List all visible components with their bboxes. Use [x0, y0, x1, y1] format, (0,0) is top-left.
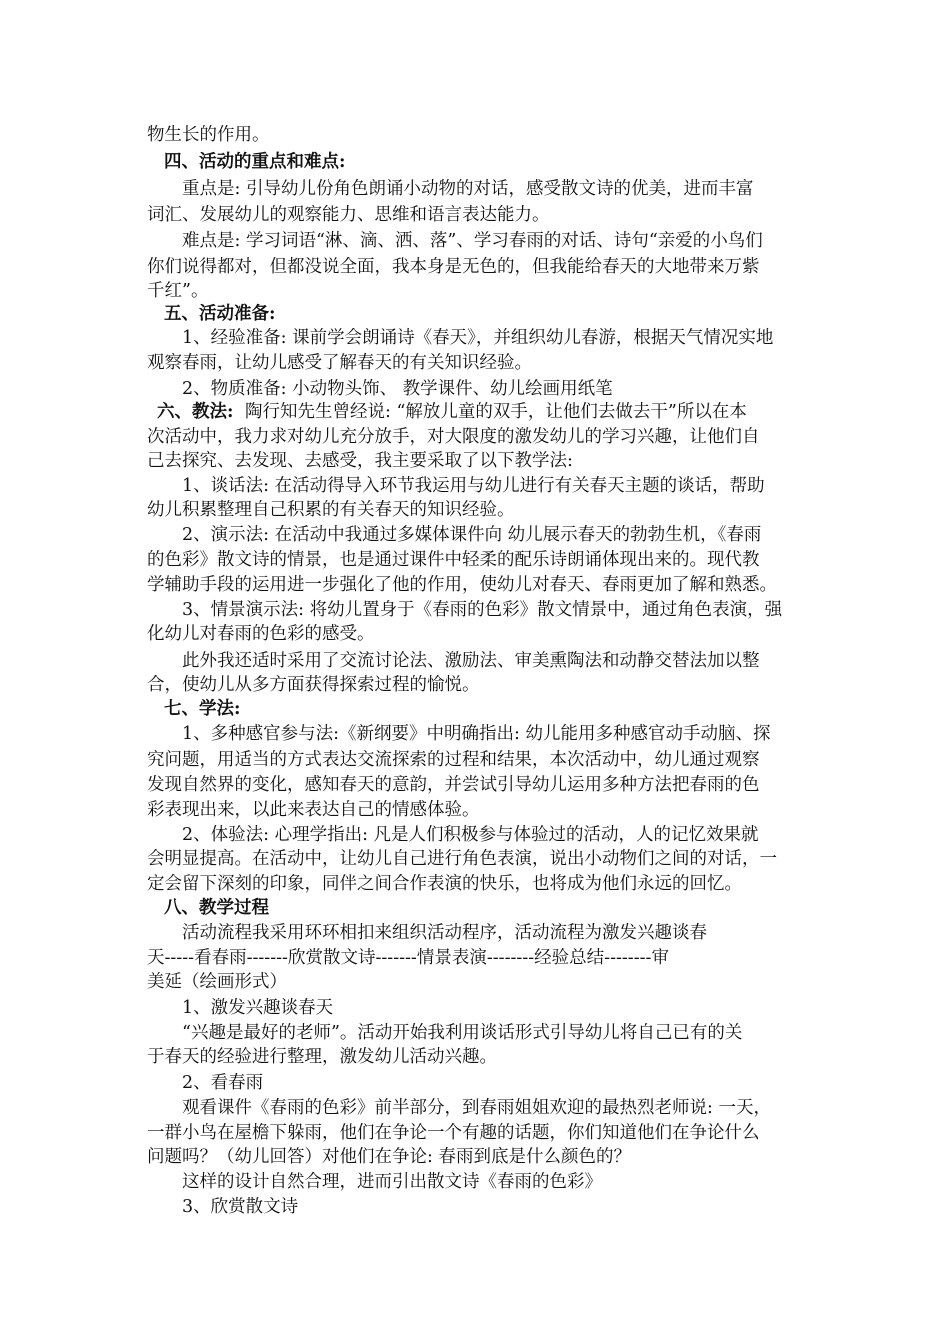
text-line: 会明显提高。在活动中，让幼儿自己进行角色表演，说出小动物们之间的对话，一	[147, 849, 777, 869]
section-heading: 七、学法:	[164, 699, 241, 719]
text-line: 于春天的经验进行整理，激发幼儿活动兴趣。	[147, 1047, 497, 1067]
text-line: 3、情景演示法: 将幼儿置身于《春雨的色彩》散文情景中，通过角色表演，强	[182, 600, 783, 620]
text-line: 天-----看春雨-------欣赏散文诗-------情景表演--------经验总结--------审	[147, 948, 669, 968]
text-line: 1、激发兴趣谈春天	[182, 998, 334, 1018]
text-line: 美延（绘画形式）	[147, 972, 287, 992]
text-line: 的色彩》散文诗的情景，也是通过课件中轻柔的配乐诗朗诵体现出来的。现代教	[147, 550, 760, 570]
text-line: 2、看春雨	[182, 1073, 264, 1093]
text-line: 重点是: 引导幼儿份角色朗诵小动物的对话，感受散文诗的优美，进而丰富	[182, 179, 754, 199]
text-line: 物生长的作用。	[147, 125, 270, 145]
text-line: 问题吗？（幼儿回答）对他们在争论: 春雨到底是什么颜色的？	[147, 1147, 631, 1167]
text-line: 3、欣赏散文诗	[182, 1197, 299, 1217]
text-line: 你们说得都对，但都没说全面，我本身是无色的，但我能给春天的大地带来万紫	[147, 257, 760, 277]
section-heading: 四、活动的重点和难点:	[164, 152, 346, 172]
text-line: 词汇、发展幼儿的观察能力、思维和语言表达能力。	[147, 205, 550, 225]
text-line: 1、多种感官参与法:《新纲要》中明确指出: 幼儿能用多种感官动手动脑、探	[182, 724, 771, 744]
text-line: 学辅助手段的运用进一步强化了他的作用，使幼儿对春天、春雨更加了解和熟悉。	[147, 575, 777, 595]
text-line: 究问题，用适当的方式表达交流探索的过程和结果，本次活动中，幼儿通过观察	[147, 750, 760, 770]
text-line: 一群小鸟在屋檐下躲雨，他们在争论一个有趣的话题，你们知道他们在争论什么	[147, 1123, 760, 1143]
text-line: 定会留下深刻的印象，同伴之间合作表演的快乐，也将成为他们永远的回忆。	[147, 874, 742, 894]
text-line: 2、物质准备: 小动物头饰、 教学课件、幼儿绘画用纸笔	[182, 379, 613, 399]
text-line: 千红”。	[147, 281, 209, 301]
text-line: 1、谈话法: 在活动得导入环节我运用与幼儿进行有关春天主题的谈话，帮助	[182, 476, 765, 496]
text-line: 发现自然界的变化，感知春天的意韵，并尝试引导幼儿运用多种方法把春雨的色	[147, 775, 760, 795]
text-line: 1、经验准备: 课前学会朗诵诗《春天》，并组织幼儿春游，根据天气情况实地	[182, 328, 774, 348]
text-line: 这样的设计自然合理，进而引出散文诗《春雨的色彩》	[182, 1172, 602, 1192]
text-line: 2、体验法: 心理学指出: 凡是人们积极参与体验过的活动，人的记忆效果就	[182, 825, 759, 845]
text-line: 观看课件《春雨的色彩》前半部分，到春雨姐姐欢迎的最热烈老师说: 一天，	[182, 1098, 771, 1118]
text-line: 化幼儿对春雨的色彩的感受。	[147, 624, 375, 644]
section-heading: 五、活动准备:	[164, 304, 276, 324]
text-line: 彩表现出来，以此来表达自己的情感体验。	[147, 800, 480, 820]
text-line: 次活动中，我力求对幼儿充分放手，对大限度的激发幼儿的学习兴趣，让他们自	[147, 427, 760, 447]
text-line: 此外我还适时采用了交流讨论法、激励法、审美熏陶法和动静交替法加以整	[182, 651, 760, 671]
text-line: 幼儿积累整理自己积累的有关春天的知识经验。	[147, 500, 515, 520]
text-line: 活动流程我采用环环相扣来组织活动程序，活动流程为激发兴趣谈春	[182, 923, 707, 943]
text-line: 陶行知先生曾经说: “解放儿童的双手，让他们去做去干”所以在本	[245, 402, 747, 422]
text-line: 难点是: 学习词语“淋、滴、洒、落”、学习春雨的对话、诗句“亲爱的小鸟们	[182, 231, 763, 251]
text-line: 2、演示法: 在活动中我通过多媒体课件向 幼儿展示春天的勃勃生机，《春雨	[182, 525, 762, 545]
text-line: “兴趣是最好的老师”。活动开始我利用谈话形式引导幼儿将自己已有的关	[182, 1023, 743, 1043]
section-heading: 六、教法:	[157, 402, 234, 422]
text-line: 合，使幼儿从多方面获得探索过程的愉悦。	[147, 675, 480, 695]
text-line: 己去探究、去发现、去感受，我主要采取了以下教学法:	[147, 451, 573, 471]
section-heading: 八、教学过程	[164, 898, 269, 918]
text-line: 观察春雨，让幼儿感受了解春天的有关知识经验。	[147, 353, 532, 373]
